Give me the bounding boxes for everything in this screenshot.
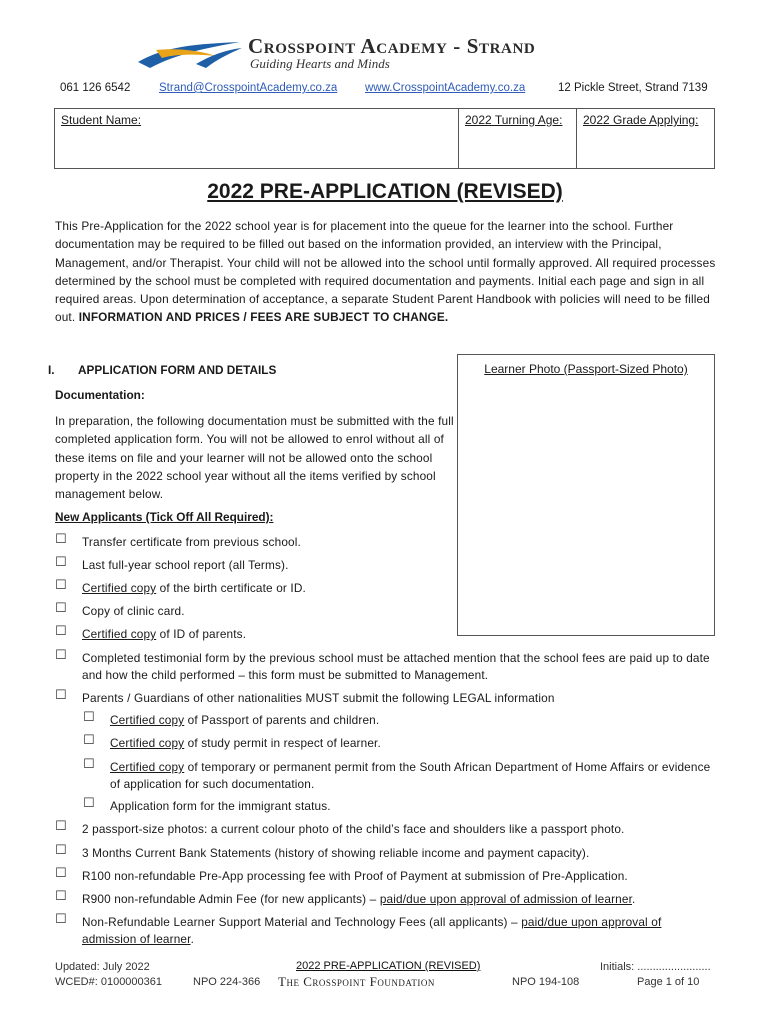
- footer-npo-left: NPO 224-366: [193, 976, 261, 988]
- item-bank-statements: 3 Months Current Bank Statements (history of showing reliable income and payment capacity).: [82, 846, 590, 860]
- footer-foundation: The Crosspoint Foundation: [278, 974, 435, 989]
- checkbox[interactable]: ☐: [83, 796, 95, 811]
- item-clinic-card: Copy of clinic card.: [82, 604, 185, 618]
- checkbox[interactable]: ☐: [55, 688, 67, 703]
- checkbox[interactable]: ☐: [55, 843, 67, 858]
- intro-paragraph: [55, 217, 720, 327]
- checkbox[interactable]: ☐: [55, 555, 67, 570]
- section-number: I.: [48, 363, 55, 377]
- subitem-immigrant-form: Application form for the immigrant status.: [110, 799, 331, 813]
- learner-photo-box[interactable]: [457, 354, 715, 636]
- footer-doc-title: 2022 PRE-APPLICATION (REVISED): [296, 960, 481, 972]
- address: 12 Pickle Street, Strand 7139: [558, 82, 708, 94]
- item-admin-fee: R900 non-refundable Admin Fee (for new applicants) – paid/due upon approval of admission of learner.: [82, 892, 636, 906]
- item-transfer-certificate: Transfer certificate from previous school.: [82, 535, 301, 549]
- website-link[interactable]: www.CrosspointAcademy.co.za: [365, 82, 526, 94]
- learner-photo-label: Learner Photo (Passport-Sized Photo): [484, 362, 688, 376]
- turning-age-label: 2022 Turning Age:: [465, 113, 563, 127]
- school-logo: [136, 38, 244, 72]
- checkbox[interactable]: ☐: [55, 889, 67, 904]
- student-name-field[interactable]: [55, 109, 459, 168]
- footer-page-number: Page 1 of 10: [637, 976, 700, 988]
- student-name-label: Student Name:: [61, 113, 142, 127]
- grade-applying-label: 2022 Grade Applying:: [583, 113, 699, 127]
- intro-bold-notice: INFORMATION AND PRICES / FEES ARE SUBJECT TO CHANGE.: [78, 310, 449, 325]
- checkbox[interactable]: ☐: [55, 648, 67, 663]
- item-school-report: Last full-year school report (all Terms).: [82, 558, 289, 572]
- item-foreign-nationals: Parents / Guardians of other nationalities MUST submit the following LEGAL information: [82, 691, 555, 705]
- item-birth-certificate: Certified copy of the birth certificate or ID.: [82, 581, 306, 595]
- item-processing-fee: R100 non-refundable Pre-App processing fee with Proof of Payment at submission of Pre-Application.: [82, 869, 628, 883]
- item-passport-photos: 2 passport-size photos: a current colour photo of the child’s face and shoulders like a passport photo.: [82, 822, 625, 836]
- checkbox[interactable]: ☐: [83, 757, 95, 772]
- turning-age-field[interactable]: [459, 109, 577, 168]
- intro-text: This Pre-Application for the 2022 school year is for placement into the queue for the learner into the school. Further documentation may be required to be filled out based on the information provided, an interview with the Principal, Management, and/or Therapist. Your child will not be allowed into the school until formally approved. All required processes determined by the school must be completed with required documentation and payments. Initial each page and sign in all required areas. Upon determination of acceptance, a separate Student Parent Handbook with policies will need to be filled out.: [55, 219, 716, 325]
- preparation-paragraph: In preparation, the following documentation must be submitted with the full completed application form. You will not be allowed to enrol without all of these items on file and your learner will not be allowed onto the school property in the 2022 school year without all the items verified by school management below.: [55, 414, 454, 502]
- documentation-heading: Documentation:: [55, 388, 145, 402]
- page-title: 2022 PRE-APPLICATION (REVISED): [207, 180, 563, 203]
- footer-updated: Updated: July 2022: [55, 961, 150, 973]
- subitem-study-permit: Certified copy of study permit in respect of learner.: [110, 736, 381, 750]
- checkbox[interactable]: ☐: [55, 866, 67, 881]
- item-testimonial-form: Completed testimonial form by the previous school must be attached mention that the school fees are paid up to date and how the child performed – this form must be submitted to Management.: [82, 651, 710, 682]
- phone-number: 061 126 6542: [60, 82, 131, 94]
- student-info-table: [54, 108, 715, 169]
- footer-initials: Initials: ........................: [600, 961, 711, 973]
- footer-wced: WCED#: 0100000361: [55, 976, 163, 988]
- checkbox[interactable]: ☐: [55, 912, 67, 927]
- email-link[interactable]: Strand@CrosspointAcademy.co.za: [159, 82, 338, 94]
- item-parent-id: Certified copy of ID of parents.: [82, 627, 247, 641]
- grade-applying-field[interactable]: [577, 109, 714, 168]
- checkbox[interactable]: ☐: [55, 819, 67, 834]
- checkbox[interactable]: ☐: [83, 733, 95, 748]
- item-support-material-fees: Non-Refundable Learner Support Material and Technology Fees (all applicants) – paid/due upon approval of admission of learner.: [82, 915, 662, 946]
- subitem-passport: Certified copy of Passport of parents and children.: [110, 713, 380, 727]
- section-title: APPLICATION FORM AND DETAILS: [78, 363, 277, 377]
- checkbox[interactable]: ☐: [55, 624, 67, 639]
- school-tagline: Guiding Hearts and Minds: [250, 56, 390, 71]
- checkbox[interactable]: ☐: [83, 710, 95, 725]
- subitem-permit: Certified copy of temporary or permanent permit from the South African Department of Home Affairs or evidence of application for such documentation.: [110, 760, 711, 791]
- school-name: Crosspoint Academy - Strand: [248, 34, 536, 58]
- checkbox[interactable]: ☐: [55, 578, 67, 593]
- new-applicants-heading: New Applicants (Tick Off All Required):: [55, 510, 274, 524]
- footer-npo-right: NPO 194-108: [512, 976, 580, 988]
- checkbox[interactable]: ☐: [55, 601, 67, 616]
- checkbox[interactable]: ☐: [55, 532, 67, 547]
